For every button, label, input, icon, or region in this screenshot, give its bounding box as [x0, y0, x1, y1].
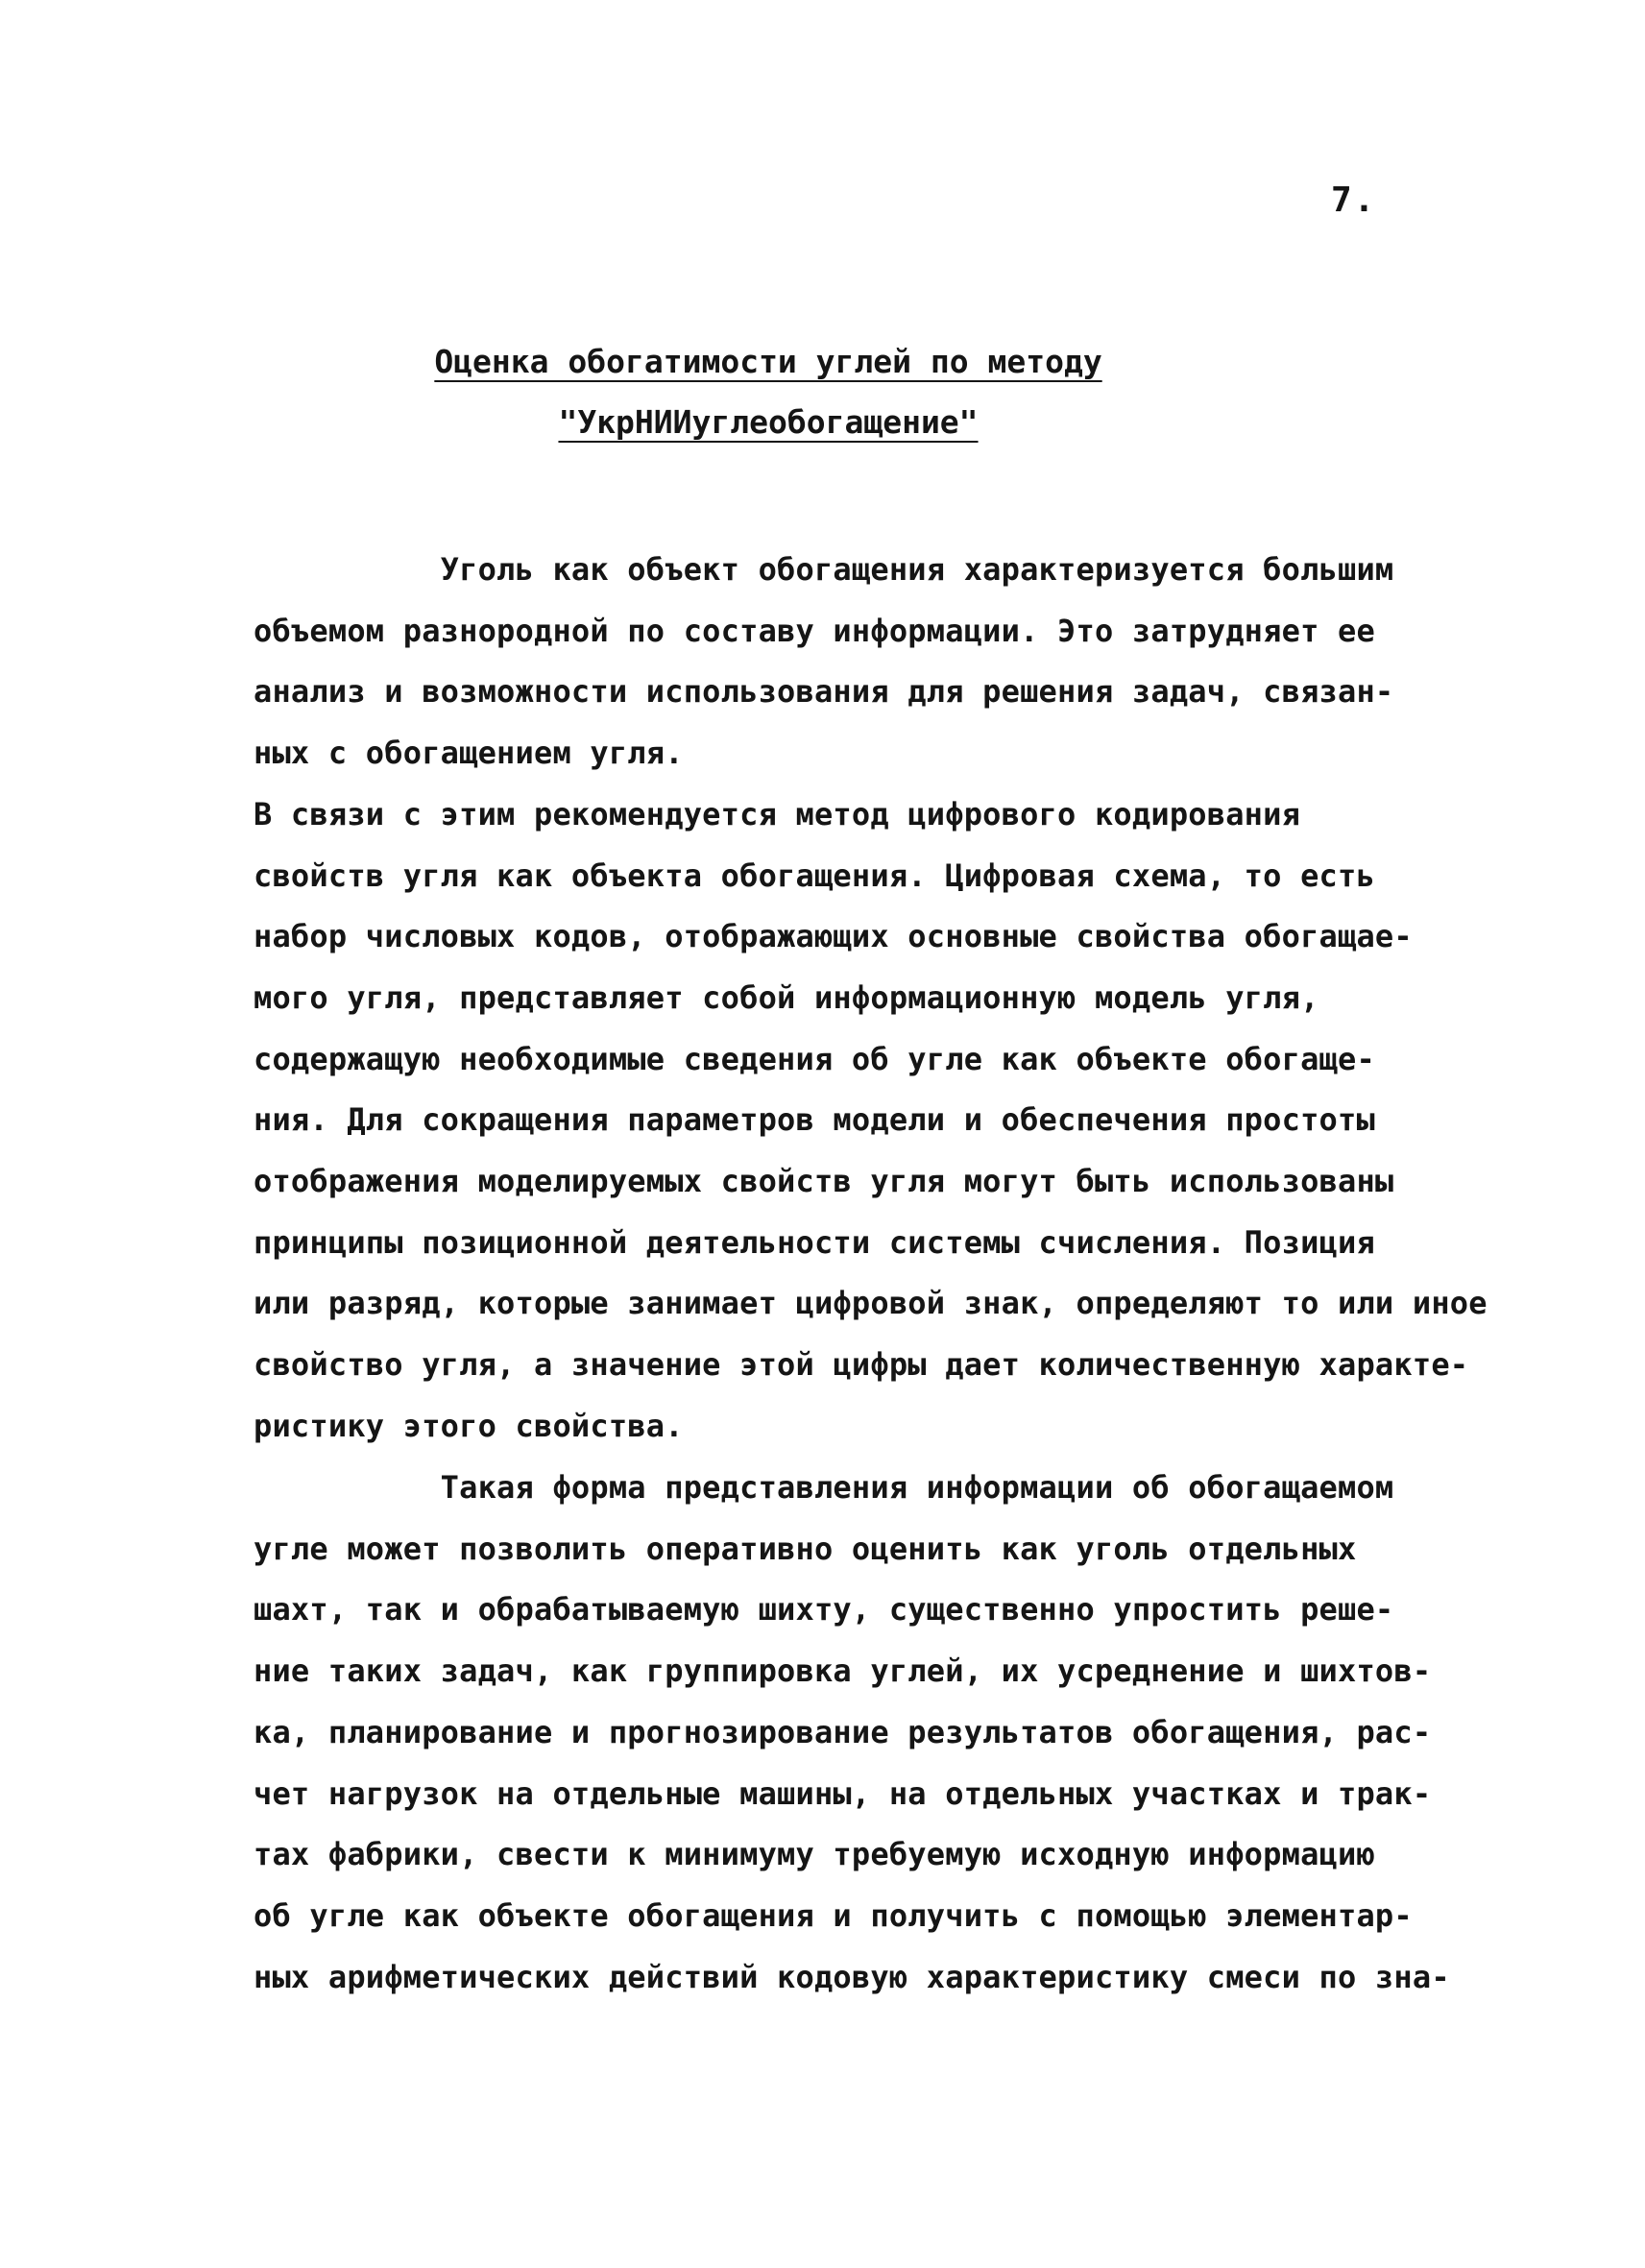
- text-line: или разряд, которые занимает цифровой знак, определяют то или иное: [254, 1285, 1488, 1322]
- text-line: об угле как объекте обогащения и получить с помощью элементар-: [254, 1896, 1413, 1934]
- text-line: ка, планирование и прогнозирование результатов обогащения, рас-: [254, 1713, 1432, 1750]
- text-line: ния. Для сокращения параметров модели и обеспечения простоты: [254, 1101, 1375, 1139]
- text-line: отображения моделируемых свойств угля могут быть использованы: [254, 1163, 1394, 1200]
- text-line: Уголь как объект обогащения характеризуется большим: [254, 551, 1394, 588]
- title-line-2: "УкрНИИуглеобогащение": [558, 403, 979, 441]
- document-title: [423, 331, 1114, 452]
- text-line: ние таких задач, как группировка углей, их усреднение и шихтов-: [254, 1653, 1432, 1690]
- text-line: свойств угля как объекта обогащения. Цифровая схема, то есть: [254, 857, 1375, 894]
- text-line: чет нагрузок на отдельные машины, на отдельных участках и трак-: [254, 1774, 1432, 1812]
- text-line: свойство угля, а значение этой цифры дает количественную характе-: [254, 1346, 1469, 1384]
- text-line: принципы позиционной деятельности системы счисления. Позиция: [254, 1223, 1375, 1261]
- text-line: содержащую необходимые сведения об угле как объекте обогаще-: [254, 1040, 1375, 1077]
- text-line: шахт, так и обрабатываемую шихту, существенно упростить реше-: [254, 1591, 1394, 1629]
- text-line: тах фабрики, свести к минимуму требуемую исходную информацию: [254, 1836, 1375, 1873]
- text-line: ристику этого свойства.: [254, 1407, 684, 1444]
- text-line: анализ и возможности использования для решения задач, связан-: [254, 673, 1394, 711]
- title-line-1: Оценка обогатимости углей по методу: [434, 343, 1102, 380]
- text-line: мого угля, представляет собой информационную модель угля,: [254, 978, 1319, 1016]
- text-line: набор числовых кодов, отображающих основные свойства обогащае-: [254, 918, 1413, 955]
- paragraph-2: [254, 1458, 1450, 2008]
- paragraph-1: [254, 540, 1488, 1458]
- text-line: ных с обогащением угля.: [254, 735, 684, 772]
- text-line: угле может позволить оперативно оценить как уголь отдельных: [254, 1530, 1357, 1567]
- page-number: 7.: [1331, 181, 1377, 220]
- text-line: объемом разнородной по составу информации. Это затрудняет ее: [254, 612, 1375, 649]
- text-line: В связи с этим рекомендуется метод цифрового кодирования: [254, 795, 1301, 832]
- text-line: ных арифметических действий кодовую характеристику смеси по зна-: [254, 1958, 1450, 1995]
- text-line: Такая форма представления информации об обогащаемом: [254, 1469, 1394, 1506]
